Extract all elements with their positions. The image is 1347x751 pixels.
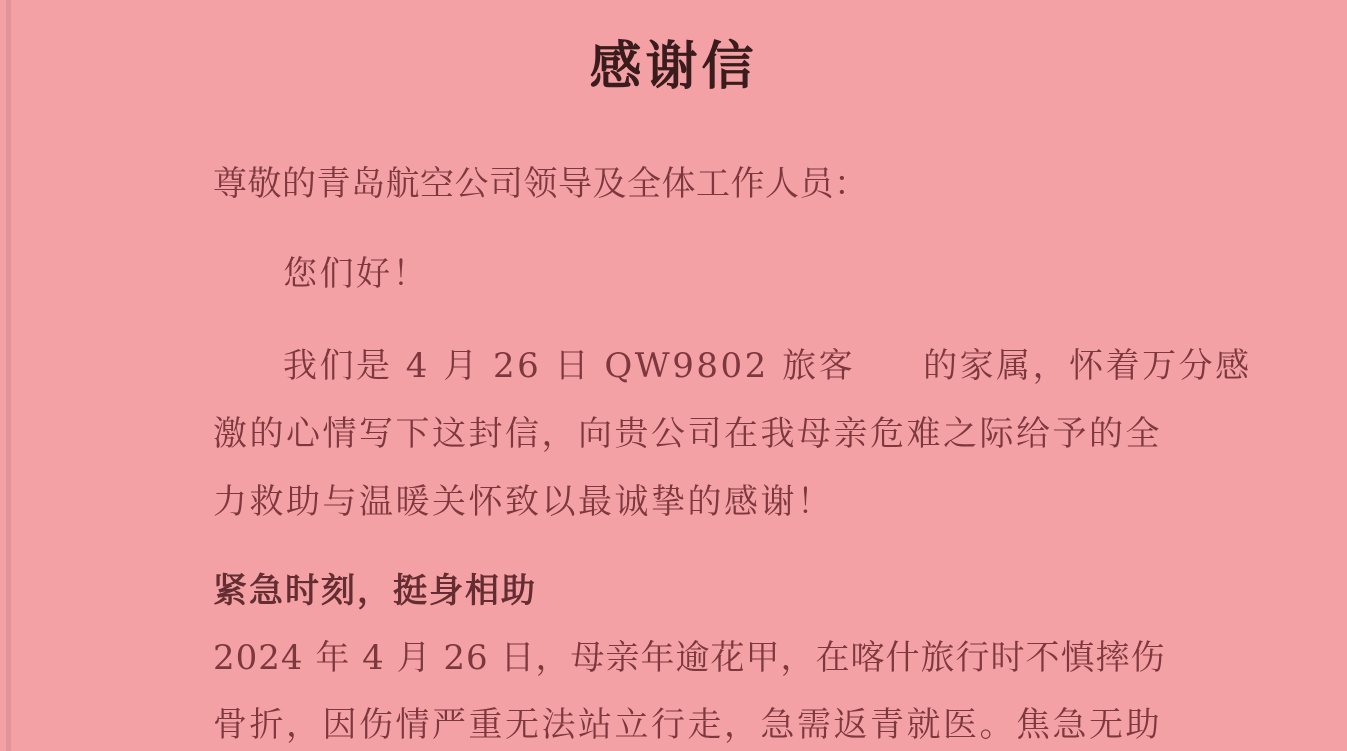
paragraph2-line2: 骨折，因伤情严重无法站立行走，急需返青就医。焦急无助 [213,705,1162,745]
paragraph1-line2: 激的心情写下这封信，向贵公司在我母亲危难之际给予的全 [213,414,1162,454]
redacted-passenger-name-gap [855,376,923,377]
greeting-line: 您们好！ [283,254,429,294]
page-left-edge-shadow [6,0,11,751]
paragraph1-line1 [283,338,1283,387]
paragraph1-line3: 力救助与温暖关怀致以最诚挚的感谢！ [213,482,834,522]
paragraph2-line1: 2024 年 4 月 26 日，母亲年逾花甲，在喀什旅行时不慎摔伤 [213,638,1166,678]
section-heading: 紧急时刻，挺身相助 [213,571,537,611]
paragraph1-line1-after-name: 的家属，怀着万分感 [923,346,1252,386]
letter-title: 感谢信 [589,36,758,97]
salutation-line: 尊敬的青岛航空公司领导及全体工作人员： [213,164,869,204]
paragraph1-line1-before-name: 我们是 4 月 26 日 QW9802 旅客 [283,346,856,386]
